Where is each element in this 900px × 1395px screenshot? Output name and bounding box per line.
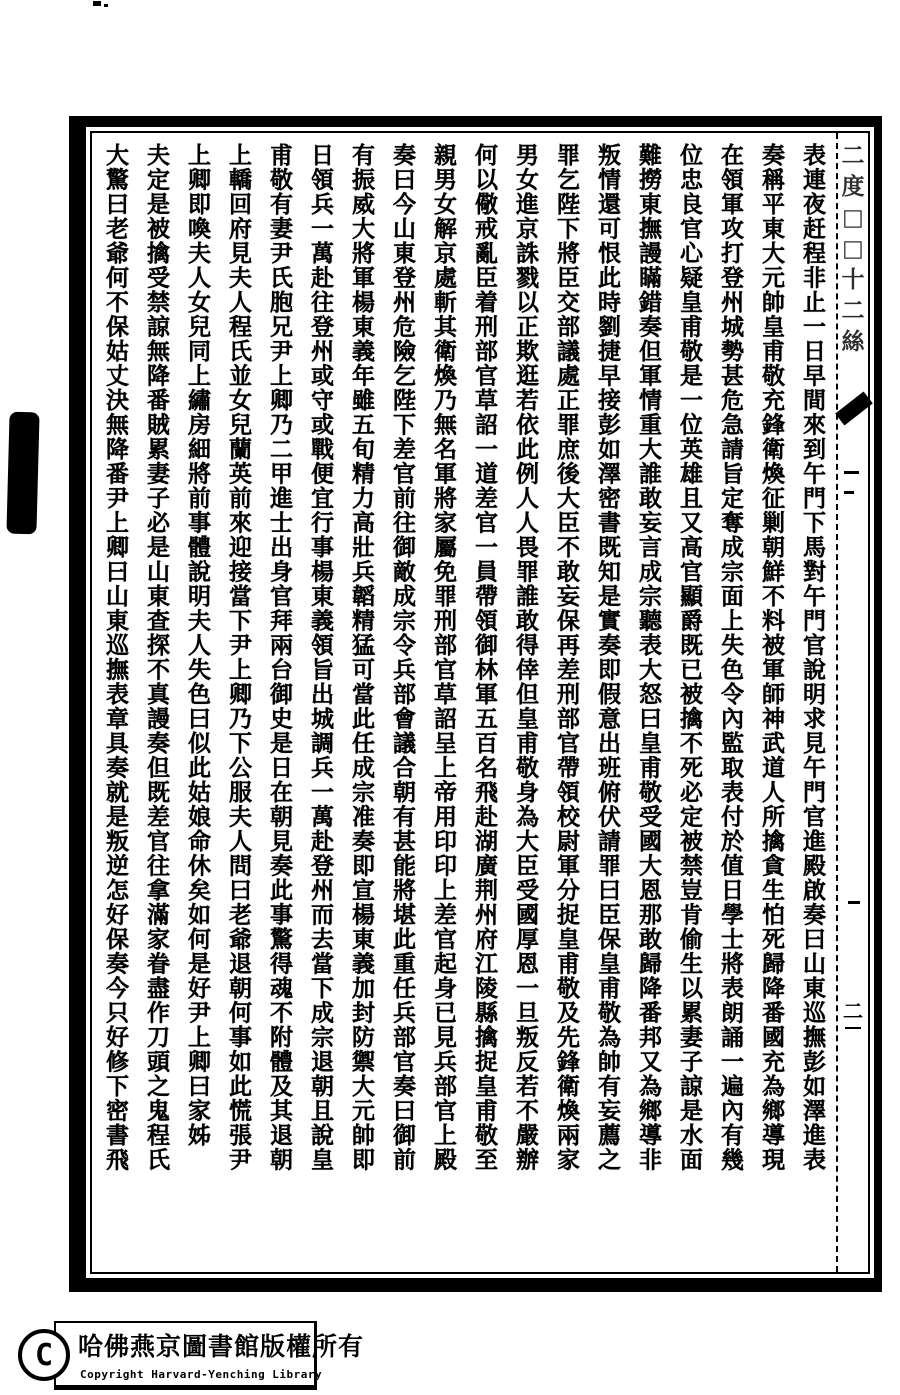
scan-noise-speck: [93, 1, 101, 6]
text-column: 男女進京誅戮以正欺逛若依此例人人畏罪誰敢得倖但皇甫敬身為大臣受國厚恩一旦叛反若不嚴辦: [512, 143, 538, 1172]
text-column: 難撈東撫謾瞞錯奏但軍情重大誰敢妄言成宗聽表大怒曰皇甫敬受國大恩那敢歸降番邦又為鄉導非: [635, 143, 661, 1172]
text-column: 罪乞陛下將臣交部議處正罪庶後大臣不敢妄保再差刑部官帶領校尉軍分捉皇甫敬及先鋒衛煥兩家: [553, 143, 579, 1172]
text-column: 叛情還可恨此時劉捷早接彭如澤密書既知是實奏即假意出班俯伏請罪曰臣保皇甫敬為帥有妄薦之: [594, 143, 620, 1172]
running-title-char: 絲: [841, 329, 865, 355]
running-title-char: 二: [841, 298, 865, 324]
text-columns: [100, 143, 832, 1262]
text-column: 日領兵一萬赴往登州或守或戰便宜行事楊東義領旨出城調兵一萬赴登州而去當下成宗退朝且說皇: [307, 143, 333, 1172]
running-title-char: □: [842, 205, 864, 231]
text-column: 夫定是被擒受禁諒無降番賊累妻子必是山東查探不真謾奏但既差官往拿滿家眷盡作刀頭之鬼程氏: [143, 143, 169, 1172]
text-column: 上卿即喚夫人女兒同上繡房細將前事體說明夫人失色曰似此姑娘命休矣如何是好尹上卿曰家姊: [184, 143, 210, 1148]
text-column: 上轎回府見夫人程氏並女兒蘭英前來迎接當下尹上卿乃下公服夫人問曰老爺退朝何事如此慌張尹: [225, 143, 251, 1172]
text-column: 在領軍攻打登州城勢甚危急請旨定奪成宗面上失色令內監取表付於值日學士將表朗誦一遍內有幾: [717, 143, 743, 1172]
running-title-char: 二: [841, 143, 865, 169]
text-column: 位忠良官心疑皇甫敬是一位英雄且又高官顯爵既已被擒不死必定被禁豈肯偷生以累妻子諒是水面: [676, 143, 702, 1172]
damage-wedge: [835, 392, 873, 426]
text-column: 大驚曰老爺何不保姑丈決無降番尹上卿曰山東巡撫表章具奏就是叛逆怎好保奏今只好修下密書飛: [102, 143, 128, 1172]
stamp-english-text: Copyright Harvard-Yenching Library: [80, 1368, 323, 1381]
running-title-char: 十: [841, 267, 865, 293]
title-strip: [836, 133, 868, 1272]
page-inner-border: [90, 131, 870, 1274]
page-frame: [69, 116, 882, 1292]
scan-noise-speck: [104, 4, 108, 7]
text-column: 奏曰今山東登州危險乞陛下差官前往御敵成宗令兵部會議合朝有甚能將堪此重任兵部官奏曰御前: [389, 143, 415, 1172]
copyright-stamp: [34, 1321, 365, 1390]
folio-underline: [845, 1027, 861, 1029]
stamp-chinese-text: 哈佛燕京圖書館版權所有: [78, 1332, 365, 1361]
text-column: 親男女解京處斬其衛煥乃無名軍將家屬免罪刑部官草詔呈上帝用印印上差官起身已見兵部官上殿: [430, 143, 456, 1172]
running-title: [838, 141, 868, 358]
damage-mark: [844, 491, 854, 494]
ink-blot-left-margin: [6, 412, 39, 535]
damage-mark: [848, 901, 860, 904]
text-column: 甫敬有妻尹氏胞兄尹上卿乃二甲進士出身官拜兩台御史是日在朝見奏此事驚得魂不附體及其退朝: [266, 143, 292, 1172]
copyright-icon: C: [18, 1329, 70, 1381]
text-column: 何以儆戒亂臣着刑部官草詔一道差官一員帶領御林軍五百名飛赴湖廣荆州府江陵縣擒捉皇甫敬至: [471, 143, 497, 1172]
running-title-char: 度: [841, 174, 865, 200]
running-title-char: □: [842, 236, 864, 262]
text-column: 有振威大將軍楊東義年雖五旬精力高壯兵韜精猛可當此任成宗准奏即宣楊東義加封防禦大元帥即: [348, 143, 374, 1172]
folio-number: 二: [843, 999, 863, 1023]
text-column: 奏稱平東大元帥皇甫敬充鋒衛煥征剿朝鮮不料被軍師神武道人所擒貪生怕死歸降番國充為鄉導現: [758, 143, 784, 1172]
damage-mark: [844, 471, 859, 474]
text-column: 表連夜赶程非止一日早間來到午門下馬對午門官說明求見午門官進殿啟奏曰山東巡撫彭如澤進表: [799, 143, 825, 1172]
